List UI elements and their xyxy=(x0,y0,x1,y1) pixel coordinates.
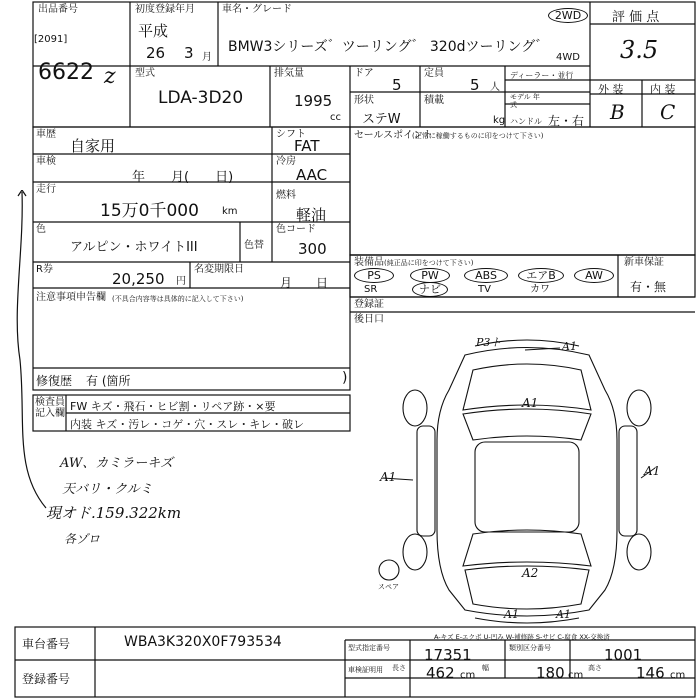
after-label: 後日口 xyxy=(354,314,384,325)
note-4: 各ゾロ xyxy=(64,532,101,546)
lot-mark: z xyxy=(104,64,116,89)
inspect-label: 車検 xyxy=(36,156,56,167)
ac-value: AAC xyxy=(296,166,328,184)
register-label: 登録番号 xyxy=(22,672,71,686)
equip-abs: ABS xyxy=(464,268,508,283)
model-value: LDA-3D20 xyxy=(158,88,244,108)
certificate-label: 名変期限日 xyxy=(194,264,244,275)
door-value: 5 xyxy=(392,76,402,94)
ac-label: 冷房 xyxy=(276,156,296,167)
int-label: 内 装 xyxy=(650,83,676,96)
reg-label: 初度登録年月 xyxy=(135,4,195,15)
width-value: 180 xyxy=(536,664,565,682)
fuel-label: 燃料 xyxy=(276,190,296,201)
height-unit: cm xyxy=(670,670,686,681)
dims-label: 車検証明用 xyxy=(348,666,383,674)
equip-pw: PW xyxy=(410,268,450,283)
recycle-unit: 円 xyxy=(176,276,186,287)
reg-era: 平成 xyxy=(138,22,169,40)
equip-tv: TV xyxy=(478,284,491,295)
note-1: AW、カミラーキズ xyxy=(60,456,173,471)
repair-close: ) xyxy=(342,370,348,386)
wheel-rl xyxy=(403,534,427,570)
mileage-label: 走行 xyxy=(36,184,56,195)
color-value: アルピン・ホワイトIII xyxy=(70,240,198,255)
mileage-unit: km xyxy=(222,206,238,217)
ext-value: B xyxy=(610,100,625,124)
width-unit: cm xyxy=(568,670,584,681)
mark-hood-a1: A1 xyxy=(522,396,539,410)
mark-rear-a2: A2 xyxy=(522,566,539,580)
car-name: BMW3シリーズ゛ツーリング゛ 320dツーリング゛ xyxy=(228,39,550,55)
handle-value: 左・右 xyxy=(548,114,585,128)
color-code-label: 色コード xyxy=(276,224,316,235)
grade-value: 3.5 xyxy=(620,36,659,64)
mark-right-a1: A1 xyxy=(644,464,661,478)
int-value: C xyxy=(660,100,676,124)
recycle-value: 20,250 xyxy=(112,270,165,288)
type-num-label: 型式指定番号 xyxy=(348,644,390,652)
dealer-label: ディーラー・並行 xyxy=(510,71,574,80)
height-label: 高さ xyxy=(588,664,602,672)
ext-label: 外 装 xyxy=(598,83,624,96)
inspector-row1: FW キズ・飛石・ヒビ割・リペア跡・×要 xyxy=(70,400,276,413)
fuel-value: 軽油 xyxy=(296,206,327,224)
shape-label: 形状 xyxy=(354,95,374,106)
mark-bumper-a1-right: A1 xyxy=(556,608,571,621)
cap-unit: 人 xyxy=(490,82,500,93)
name-label: 車名・グレード xyxy=(222,4,292,15)
equip-navi: ナビ xyxy=(412,282,448,297)
category-label: 類別区分番号 xyxy=(509,644,551,652)
register-doc-label: 登録証 xyxy=(354,299,384,310)
inspector-row2: 内装 キズ・汚レ・コゲ・穴・スレ・キレ・破レ xyxy=(70,418,305,431)
length-label: 長さ xyxy=(392,664,406,672)
windshield xyxy=(463,409,591,440)
equip-aw: AW xyxy=(574,268,614,283)
lot-label: 出品番号 xyxy=(38,4,78,15)
spare-label: スペア xyxy=(378,583,399,591)
equip-ps: PS xyxy=(354,268,394,283)
door-label: ドア xyxy=(354,68,374,79)
wheel-fl xyxy=(403,390,427,426)
type-num-value: 17351 xyxy=(424,646,472,664)
width-label: 幅 xyxy=(482,664,489,672)
hand-arrow xyxy=(8,190,58,530)
model-label: 型式 xyxy=(135,68,155,79)
guarantee-label: 新車保証 xyxy=(624,257,664,268)
drive-2wd: 2WD xyxy=(548,8,588,23)
guarantee-value: 有・無 xyxy=(630,280,667,294)
cap-label: 定員 xyxy=(424,68,444,79)
cap-value: 5 xyxy=(470,76,480,94)
equip-sr: SR xyxy=(364,284,378,295)
reg-month-unit: 月 xyxy=(202,52,212,63)
handle-label: ハンドル xyxy=(510,117,542,126)
mark-front-a1: A1 xyxy=(562,340,577,353)
color-code-value: 300 xyxy=(298,240,327,258)
note-2: 天バリ・クルミ xyxy=(62,482,153,497)
load-label: 積載 xyxy=(424,95,444,106)
sales-note: (正常に稼働するものに印をつけて下さい) xyxy=(412,132,544,140)
grade-label: 評 価 点 xyxy=(612,10,660,25)
shape-value: ステW xyxy=(362,112,401,127)
shift-value: FAT xyxy=(294,137,320,155)
sales-label: セールスポイント xyxy=(354,130,434,141)
notice-note: (不具合内容等は具体的に記入して下さい) xyxy=(112,295,244,303)
certificate-value: 月 日 xyxy=(280,276,329,290)
wheel-rr xyxy=(627,534,651,570)
left-side xyxy=(417,426,435,536)
use-label: 車歴 xyxy=(36,129,56,140)
lot-number: 6622 xyxy=(38,60,94,85)
spare-tire xyxy=(379,560,399,580)
equip-airbag: エアB xyxy=(518,268,564,283)
mark-p3: P3ト xyxy=(476,336,502,349)
note-3: 現オド.159.322km xyxy=(46,504,182,522)
disp-value: 1995 xyxy=(294,92,333,110)
category-value: 1001 xyxy=(604,646,643,664)
color-change-label: 色替 xyxy=(244,240,264,251)
mark-left-a1: A1 xyxy=(380,470,397,484)
use-value: 自家用 xyxy=(70,137,116,155)
disp-label: 排気量 xyxy=(274,68,304,79)
color-label: 色 xyxy=(36,224,46,235)
recycle-label: R券 xyxy=(36,264,53,275)
notice-label: 注意事項申告欄 xyxy=(36,292,106,303)
reg-year: 26 xyxy=(146,44,166,62)
model-year-label: モデル 年式 xyxy=(510,93,540,109)
right-side xyxy=(619,426,637,536)
roof xyxy=(475,442,579,532)
rear-glass xyxy=(463,530,591,566)
reg-month: 3 xyxy=(184,44,194,62)
equip-note: (純正品に印をつけて下さい) xyxy=(384,259,474,267)
lot-code: [2091] xyxy=(34,34,68,45)
chassis-value: WBA3K320X0F793534 xyxy=(124,634,282,650)
disp-unit: cc xyxy=(330,112,341,123)
chassis-label: 車台番号 xyxy=(22,637,71,651)
repair-label: 修復歴 xyxy=(36,374,73,388)
length-value: 462 xyxy=(426,664,455,682)
load-unit: kg xyxy=(493,115,506,126)
inspect-value: 年 月( 日) xyxy=(132,170,234,185)
mark-bumper-a1-left: A1 xyxy=(504,608,519,621)
damage-legend: A-キズ E-エクボ U-凹み W-補修跡 S-サビ C-腐食 XX-交換済 xyxy=(434,633,610,641)
mileage-value: 15万0千000 xyxy=(100,201,199,221)
inspector-label: 検査員 記入欄 xyxy=(35,397,65,419)
height-value: 146 xyxy=(636,664,665,682)
equip-label: 装備品 xyxy=(354,257,384,268)
drive-4wd: 4WD xyxy=(556,52,580,63)
repair-value: 有 (箇所 xyxy=(86,374,131,388)
wheel-fr xyxy=(627,390,651,426)
length-unit: cm xyxy=(460,670,476,681)
equip-leather: カワ xyxy=(530,284,550,295)
shift-label: シフト xyxy=(276,129,306,140)
